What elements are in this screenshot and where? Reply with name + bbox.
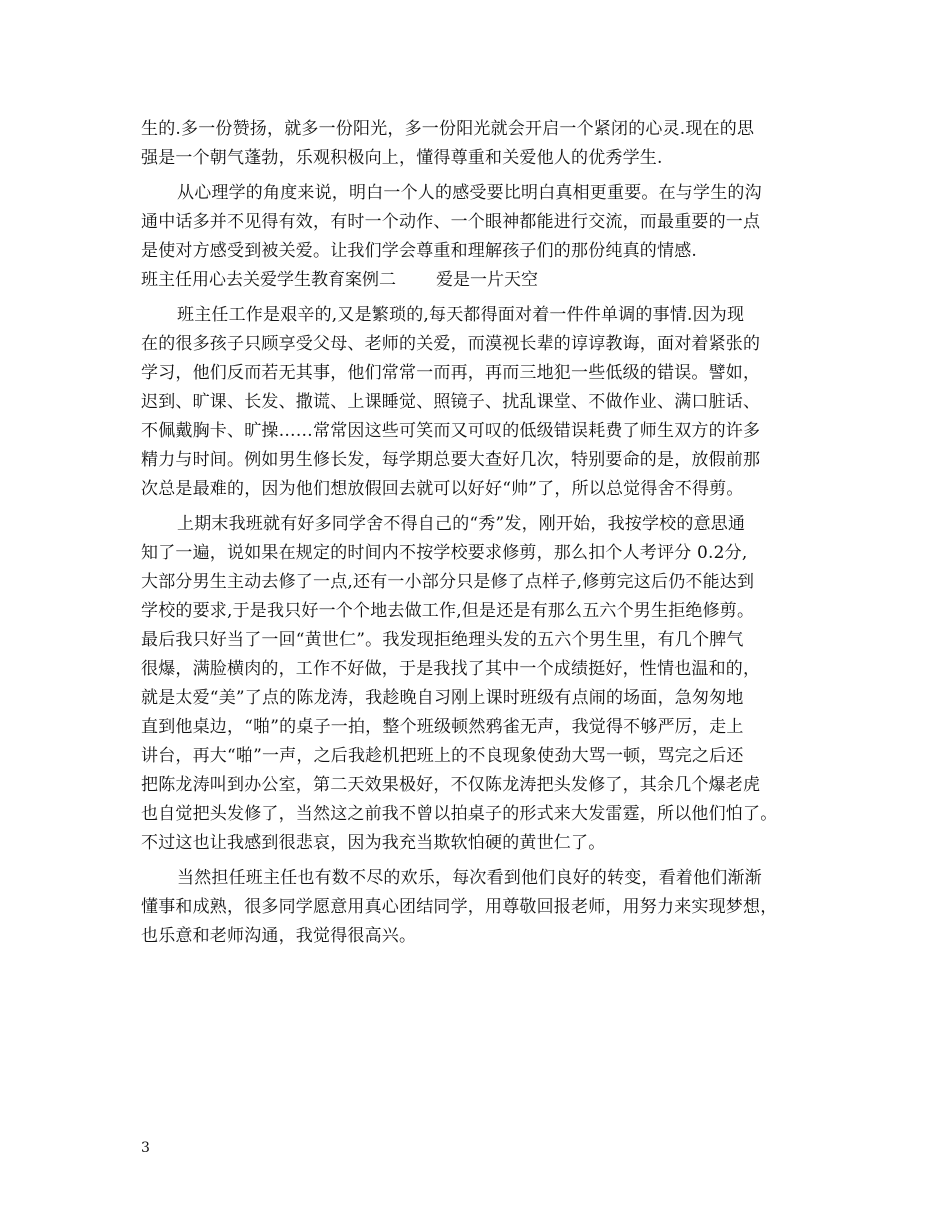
text-line: 不过这也让我感到很悲哀，因为我充当欺软怕硬的黄世仁了。 xyxy=(141,833,606,853)
text-line: 迟到、旷课、长发、撒谎、上课睡觉、照镜子、扰乱课堂、不做作业、满口脏话、 xyxy=(141,392,761,412)
text-line: 学校的要求,于是我只好一个个地去做工作,但是还是有那么五六个男生拒绝修剪。 xyxy=(141,601,755,621)
text-line: 也自觉把头发修了，当然这之前我不曾以拍桌子的形式来大发雷霆，所以他们怕了。 xyxy=(141,804,778,824)
text-line: 把陈龙涛叫到办公室，第二天效果极好，不仅陈龙涛把头发修了，其余几个爆老虎 xyxy=(141,775,761,795)
text-line: 学习，他们反而若无其事，他们常常一而再，再而三地犯一些低级的错误。譬如， xyxy=(141,363,761,383)
text-line: 最后我只好当了一回“黄世仁”。我发现拒绝理头发的五六个男生里，有几个脾气 xyxy=(141,630,744,650)
text-line: 生的.多一份赞扬，就多一份阳光，多一份阳光就会开启一个紧闭的心灵.现在的思 xyxy=(141,119,755,139)
text-line: 也乐意和老师沟通，我觉得很高兴。 xyxy=(141,926,417,946)
section-subtitle: 爱是一片天空 xyxy=(436,270,538,290)
text-line: 班主任工作是艰辛的,又是繁琐的,每天都得面对着一件件单调的事情.因为现 xyxy=(177,305,745,325)
paragraph-hardship xyxy=(141,301,821,504)
text-line: 是使对方感受到被关爱。让我们学会尊重和理解孩子们的那份纯真的情感. xyxy=(141,241,698,261)
text-line: 知了一遍，说如果在规定的时间内不按学校要求修剪，那么扣个人考评分 0.2分, xyxy=(141,543,748,563)
text-line: 很爆，满脸横肉的，工作不好做，于是我找了其中一个成绩挺好，性情也温和的， xyxy=(141,659,761,679)
text-line: 通中话多并不见得有效，有时一个动作、一个眼神都能进行交流，而最重要的一点 xyxy=(141,212,761,232)
section-title: 班主任用心去关爱学生教育案例二 xyxy=(141,270,396,290)
text-line: 精力与时间。例如男生修长发，每学期总要大查好几次，特别要命的是，放假前那 xyxy=(141,450,761,470)
paragraph-joy xyxy=(141,864,821,951)
paragraph-haircut-story xyxy=(141,510,821,858)
text-line: 大部分男生主动去修了一点,还有一小部分只是修了点样子,修剪完这后仍不能达到 xyxy=(141,572,755,592)
text-line: 就是太爱“美”了点的陈龙涛，我趁晚自习刚上课时班级有点闹的场面，急匆匆地 xyxy=(141,688,744,708)
text-line: 懂事和成熟，很多同学愿意用真心团结同学，用尊敬回报老师，用努力来实现梦想， xyxy=(141,897,778,917)
text-line: 在的很多孩子只顾享受父母、老师的关爱，而漠视长辈的谆谆教诲，面对着紧张的 xyxy=(141,334,761,354)
section-heading xyxy=(141,266,821,295)
paragraph-continuation xyxy=(141,115,821,173)
text-line: 当然担任班主任也有数不尽的欢乐，每次看到他们良好的转变，看着他们渐渐 xyxy=(177,868,762,888)
text-line: 次总是最难的，因为他们想放假回去就可以好好“帅”了，所以总觉得舍不得剪。 xyxy=(141,479,744,499)
paragraph-psychology xyxy=(141,179,821,266)
page-number: 3 xyxy=(141,1140,150,1156)
text-line: 不佩戴胸卡、旷操……常常因这些可笑而又可叹的低级错误耗费了师生双方的许多 xyxy=(141,421,761,441)
text-line: 直到他桌边，“啪”的桌子一拍，整个班级顿然鸦雀无声，我觉得不够严厉，走上 xyxy=(141,717,744,737)
text-line: 从心理学的角度来说，明白一个人的感受要比明白真相更重要。在与学生的沟 xyxy=(177,183,762,203)
text-line: 讲台，再大“啪”一声，之后我趁机把班上的不良现象使劲大骂一顿，骂完之后还 xyxy=(141,746,744,766)
text-line: 强是一个朝气蓬勃，乐观积极向上，懂得尊重和关爱他人的优秀学生. xyxy=(141,148,663,168)
text-line: 上期末我班就有好多同学舍不得自己的“秀”发，刚开始，我按学校的意思通 xyxy=(177,514,746,534)
document-body xyxy=(141,115,821,951)
